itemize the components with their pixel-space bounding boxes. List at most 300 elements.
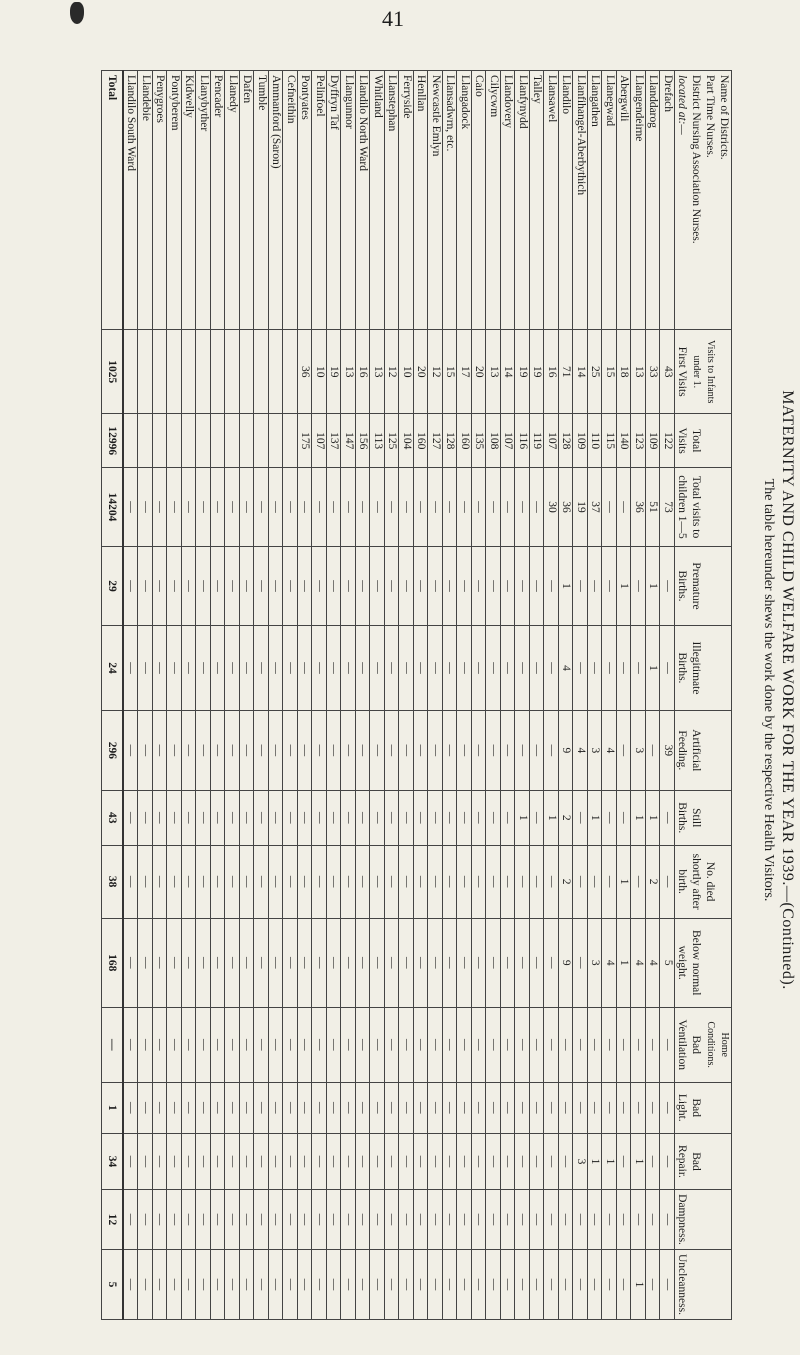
cell-first: 13 (341, 330, 356, 414)
cell-children: — (153, 468, 168, 547)
cell-vent: — (182, 1007, 197, 1082)
cell-still: 2 (559, 790, 574, 845)
header-dampness: Dampness. (675, 1190, 732, 1250)
cell-premature: — (428, 547, 443, 626)
table-row (269, 71, 284, 1320)
header-name-of-districts: Name of Districts. (718, 75, 730, 160)
cell-light: — (457, 1082, 472, 1133)
cell-repair: — (211, 1133, 226, 1189)
cell-died: — (472, 845, 487, 918)
total-total: 12996 (102, 414, 124, 468)
cell-still: — (356, 790, 371, 845)
health-visitor-table (101, 70, 732, 1320)
cell-repair: — (283, 1133, 298, 1189)
cell-vent: — (457, 1007, 472, 1082)
cell-repair: 1 (631, 1133, 646, 1189)
cell-unclean: — (646, 1249, 661, 1319)
cell-premature: — (602, 547, 617, 626)
header-visits-to-infants: Visits to Infants under 1. (691, 340, 716, 404)
table-row (414, 71, 429, 1320)
cell-light: — (414, 1082, 429, 1133)
header-districts (675, 71, 732, 330)
cell-damp: — (530, 1190, 545, 1250)
district-name: Cilycwm (486, 71, 501, 330)
cell-light: — (240, 1082, 255, 1133)
cell-damp: — (225, 1190, 240, 1250)
table-row (646, 71, 661, 1320)
cell-first: 20 (414, 330, 429, 414)
table-row (385, 71, 400, 1320)
district-name: Llanfynydd (515, 71, 530, 330)
table-row (472, 71, 487, 1320)
table-row (573, 71, 588, 1320)
cell-repair: — (138, 1133, 153, 1189)
district-name: Llanfihangel-Aberbythich (573, 71, 588, 330)
table-row (240, 71, 255, 1320)
cell-vent: — (123, 1007, 138, 1082)
cell-damp: — (269, 1190, 284, 1250)
cell-still: — (254, 790, 269, 845)
cell-light: — (573, 1082, 588, 1133)
cell-below: — (356, 918, 371, 1007)
cell-children: — (341, 468, 356, 547)
cell-first: 16 (544, 330, 559, 414)
cell-children: — (312, 468, 327, 547)
cell-first: 25 (588, 330, 603, 414)
cell-damp: — (544, 1190, 559, 1250)
cell-first (123, 330, 138, 414)
cell-repair: — (269, 1133, 284, 1189)
cell-children: — (443, 468, 458, 547)
cell-total (240, 414, 255, 468)
cell-illeg: — (211, 626, 226, 711)
cell-unclean: — (486, 1249, 501, 1319)
cell-damp: — (602, 1190, 617, 1250)
cell-premature: — (182, 547, 197, 626)
cell-unclean: — (602, 1249, 617, 1319)
cell-artificial: — (167, 710, 182, 790)
cell-illeg: — (472, 626, 487, 711)
cell-illeg: — (356, 626, 371, 711)
cell-died: — (138, 845, 153, 918)
cell-artificial: — (254, 710, 269, 790)
cell-first (182, 330, 197, 414)
cell-below: — (196, 918, 211, 1007)
cell-unclean: — (399, 1249, 414, 1319)
district-name: Whitland (370, 71, 385, 330)
cell-first (240, 330, 255, 414)
cell-light: — (327, 1082, 342, 1133)
cell-still: — (370, 790, 385, 845)
cell-below: 5 (660, 918, 675, 1007)
cell-illeg: — (660, 626, 675, 711)
page-number: 41 (382, 6, 404, 31)
cell-illeg: — (530, 626, 545, 711)
district-name: Llanedy (225, 71, 240, 330)
header-children-visits: Total visits to children 1—5 (675, 468, 732, 547)
cell-vent: — (312, 1007, 327, 1082)
cell-vent: — (559, 1007, 574, 1082)
cell-died: — (588, 845, 603, 918)
table-row (167, 71, 182, 1320)
cell-repair: — (399, 1133, 414, 1189)
cell-light: — (472, 1082, 487, 1133)
cell-artificial: — (414, 710, 429, 790)
cell-total: 175 (298, 414, 313, 468)
cell-died: — (240, 845, 255, 918)
cell-total: 160 (457, 414, 472, 468)
cell-below: — (515, 918, 530, 1007)
cell-premature: — (443, 547, 458, 626)
cell-below: — (240, 918, 255, 1007)
cell-vent: — (327, 1007, 342, 1082)
cell-artificial: — (530, 710, 545, 790)
cell-unclean: — (573, 1249, 588, 1319)
district-name: Caio (472, 71, 487, 330)
cell-first (138, 330, 153, 414)
cell-light: — (138, 1082, 153, 1133)
cell-illeg: — (123, 626, 138, 711)
cell-total: 156 (356, 414, 371, 468)
cell-repair: — (559, 1133, 574, 1189)
rotated-table-page (80, 30, 800, 1320)
cell-died: — (225, 845, 240, 918)
cell-artificial: 4 (573, 710, 588, 790)
cell-died: — (254, 845, 269, 918)
cell-total (167, 414, 182, 468)
cell-unclean: — (312, 1249, 327, 1319)
district-name: Penygroes (153, 71, 168, 330)
header-bad-light: Bad Light. (675, 1082, 732, 1133)
cell-light: — (544, 1082, 559, 1133)
cell-illeg: — (501, 626, 516, 711)
cell-total (138, 414, 153, 468)
cell-first: 20 (472, 330, 487, 414)
cell-light: — (182, 1082, 197, 1133)
cell-died: — (211, 845, 226, 918)
cell-light: — (428, 1082, 443, 1133)
table-row (182, 71, 197, 1320)
cell-total (283, 414, 298, 468)
total-children: 14204 (102, 468, 124, 547)
total-unclean: 5 (102, 1249, 124, 1319)
cell-below: — (138, 918, 153, 1007)
district-name: Llandebie (138, 71, 153, 330)
cell-unclean: — (167, 1249, 182, 1319)
cell-light: — (399, 1082, 414, 1133)
table-row (602, 71, 617, 1320)
cell-premature: — (356, 547, 371, 626)
cell-artificial: — (182, 710, 197, 790)
cell-died: — (501, 845, 516, 918)
table-row (225, 71, 240, 1320)
cell-children: — (414, 468, 429, 547)
cell-light: — (356, 1082, 371, 1133)
cell-light: — (196, 1082, 211, 1133)
cell-artificial: 3 (588, 710, 603, 790)
cell-repair: — (341, 1133, 356, 1189)
cell-unclean: — (240, 1249, 255, 1319)
district-name: Llangendeirne (631, 71, 646, 330)
cell-damp: — (312, 1190, 327, 1250)
cell-died: — (341, 845, 356, 918)
cell-first: 14 (501, 330, 516, 414)
table-row (153, 71, 168, 1320)
cell-vent: — (617, 1007, 632, 1082)
cell-artificial: — (327, 710, 342, 790)
cell-total: 104 (399, 414, 414, 468)
cell-below: — (399, 918, 414, 1007)
cell-died: — (182, 845, 197, 918)
cell-unclean: — (515, 1249, 530, 1319)
cell-below: 4 (646, 918, 661, 1007)
total-repair: 34 (102, 1133, 124, 1189)
cell-vent: — (544, 1007, 559, 1082)
cell-light: — (254, 1082, 269, 1133)
district-name: Talley (530, 71, 545, 330)
cell-total: 128 (443, 414, 458, 468)
cell-died: — (428, 845, 443, 918)
cell-illeg: — (283, 626, 298, 711)
cell-illeg: — (240, 626, 255, 711)
cell-premature: 1 (559, 547, 574, 626)
cell-premature: — (254, 547, 269, 626)
cell-total: 108 (486, 414, 501, 468)
cell-illeg: — (182, 626, 197, 711)
cell-first (196, 330, 211, 414)
district-name: Llanddarog (646, 71, 661, 330)
cell-illeg: — (269, 626, 284, 711)
cell-artificial: — (341, 710, 356, 790)
table-row (123, 71, 138, 1320)
table-row (370, 71, 385, 1320)
cell-died: — (123, 845, 138, 918)
cell-damp: — (573, 1190, 588, 1250)
cell-total (211, 414, 226, 468)
cell-artificial: — (385, 710, 400, 790)
cell-below: — (443, 918, 458, 1007)
cell-artificial: — (312, 710, 327, 790)
cell-vent: — (573, 1007, 588, 1082)
header-still-births: Still Births. (675, 790, 732, 845)
cell-still: — (573, 790, 588, 845)
cell-unclean: — (443, 1249, 458, 1319)
cell-artificial: 3 (631, 710, 646, 790)
cell-first: 13 (486, 330, 501, 414)
cell-first: 43 (660, 330, 675, 414)
cell-total: 125 (385, 414, 400, 468)
cell-artificial: 39 (660, 710, 675, 790)
cell-damp: — (399, 1190, 414, 1250)
cell-premature: — (457, 547, 472, 626)
cell-children: — (370, 468, 385, 547)
cell-damp: — (240, 1190, 255, 1250)
cell-below: — (327, 918, 342, 1007)
cell-total: 115 (602, 414, 617, 468)
cell-first: 10 (312, 330, 327, 414)
table-row (631, 71, 646, 1320)
page-subtitle: The table hereunder shews the work done by the respective Health Visitors. (761, 478, 776, 902)
cell-illeg: — (153, 626, 168, 711)
cell-children: 36 (559, 468, 574, 547)
table-row (341, 71, 356, 1320)
district-name: Pelinfoel (312, 71, 327, 330)
district-name: Llanegwad (602, 71, 617, 330)
cell-vent: — (501, 1007, 516, 1082)
cell-premature: — (472, 547, 487, 626)
cell-illeg: — (457, 626, 472, 711)
cell-first (167, 330, 182, 414)
cell-premature: — (515, 547, 530, 626)
cell-vent: — (486, 1007, 501, 1082)
cell-below: 1 (617, 918, 632, 1007)
cell-total: 160 (414, 414, 429, 468)
cell-light: — (283, 1082, 298, 1133)
cell-repair: — (646, 1133, 661, 1189)
cell-still: — (472, 790, 487, 845)
cell-children: 36 (631, 468, 646, 547)
cell-still: — (283, 790, 298, 845)
cell-premature: — (573, 547, 588, 626)
cell-died: — (153, 845, 168, 918)
cell-premature: 1 (646, 547, 661, 626)
cell-artificial: — (240, 710, 255, 790)
cell-died: — (327, 845, 342, 918)
cell-below: — (486, 918, 501, 1007)
cell-children: — (254, 468, 269, 547)
cell-children: 51 (646, 468, 661, 547)
cell-illeg: — (443, 626, 458, 711)
cell-children: 30 (544, 468, 559, 547)
cell-below: 4 (602, 918, 617, 1007)
cell-total: 107 (544, 414, 559, 468)
cell-total: 107 (501, 414, 516, 468)
district-name: Llanybyther (196, 71, 211, 330)
cell-unclean: — (370, 1249, 385, 1319)
cell-children: — (399, 468, 414, 547)
district-name: Llandilo (559, 71, 574, 330)
cell-vent: — (660, 1007, 675, 1082)
cell-total (254, 414, 269, 468)
cell-vent: — (167, 1007, 182, 1082)
cell-vent: — (414, 1007, 429, 1082)
cell-premature: — (370, 547, 385, 626)
cell-total (123, 414, 138, 468)
cell-children: — (515, 468, 530, 547)
cell-light: — (153, 1082, 168, 1133)
cell-children: — (167, 468, 182, 547)
cell-children: — (182, 468, 197, 547)
cell-artificial: — (283, 710, 298, 790)
table-row (298, 71, 313, 1320)
cell-unclean: — (428, 1249, 443, 1319)
cell-first (153, 330, 168, 414)
cell-died: — (312, 845, 327, 918)
table-row (327, 71, 342, 1320)
district-name: Henllan (414, 71, 429, 330)
cell-below: — (211, 918, 226, 1007)
cell-light: — (269, 1082, 284, 1133)
cell-children: — (225, 468, 240, 547)
cell-total: 119 (530, 414, 545, 468)
cell-damp: — (428, 1190, 443, 1250)
table-row (515, 71, 530, 1320)
cell-children: — (501, 468, 516, 547)
cell-light: — (530, 1082, 545, 1133)
cell-unclean: — (269, 1249, 284, 1319)
cell-premature: — (385, 547, 400, 626)
header-died-shortly: No. died shortly after birth. (675, 845, 732, 918)
cell-repair: — (240, 1133, 255, 1189)
cell-unclean: — (457, 1249, 472, 1319)
total-vent: — (102, 1007, 124, 1082)
cell-damp: — (153, 1190, 168, 1250)
header-located-at: located at:— (676, 75, 688, 135)
cell-unclean: — (196, 1249, 211, 1319)
cell-still: — (443, 790, 458, 845)
cell-children: — (356, 468, 371, 547)
cell-vent: — (298, 1007, 313, 1082)
cell-still: — (269, 790, 284, 845)
cell-unclean: — (123, 1249, 138, 1319)
cell-damp: — (341, 1190, 356, 1250)
cell-damp: — (167, 1190, 182, 1250)
cell-unclean: — (544, 1249, 559, 1319)
cell-illeg: — (312, 626, 327, 711)
total-row (102, 71, 124, 1320)
cell-below: — (457, 918, 472, 1007)
cell-first: 16 (356, 330, 371, 414)
cell-below: — (167, 918, 182, 1007)
table-row (254, 71, 269, 1320)
cell-repair: — (123, 1133, 138, 1189)
cell-illeg: — (631, 626, 646, 711)
cell-first: 36 (298, 330, 313, 414)
cell-children: — (617, 468, 632, 547)
table-row (617, 71, 632, 1320)
cell-vent: — (443, 1007, 458, 1082)
table-row (559, 71, 574, 1320)
cell-repair: — (544, 1133, 559, 1189)
cell-vent: — (646, 1007, 661, 1082)
cell-below: 3 (588, 918, 603, 1007)
cell-repair: — (501, 1133, 516, 1189)
cell-still: — (501, 790, 516, 845)
cell-children: — (240, 468, 255, 547)
district-name: Dyffryn Taf (327, 71, 342, 330)
table-row (138, 71, 153, 1320)
cell-total: 109 (646, 414, 661, 468)
cell-below: 9 (559, 918, 574, 1007)
cell-died: — (515, 845, 530, 918)
cell-died: — (298, 845, 313, 918)
cell-total: 128 (559, 414, 574, 468)
district-name: Llansadwrn, etc. (443, 71, 458, 330)
cell-illeg: — (385, 626, 400, 711)
cell-damp: — (356, 1190, 371, 1250)
header-total-visits: Total Visits (675, 414, 732, 468)
cell-vent: — (588, 1007, 603, 1082)
cell-first: 19 (530, 330, 545, 414)
cell-below: — (153, 918, 168, 1007)
cell-artificial: — (370, 710, 385, 790)
cell-vent: — (269, 1007, 284, 1082)
cell-premature: — (399, 547, 414, 626)
table-row (211, 71, 226, 1320)
cell-first: 14 (573, 330, 588, 414)
cell-children: 73 (660, 468, 675, 547)
cell-died: — (167, 845, 182, 918)
